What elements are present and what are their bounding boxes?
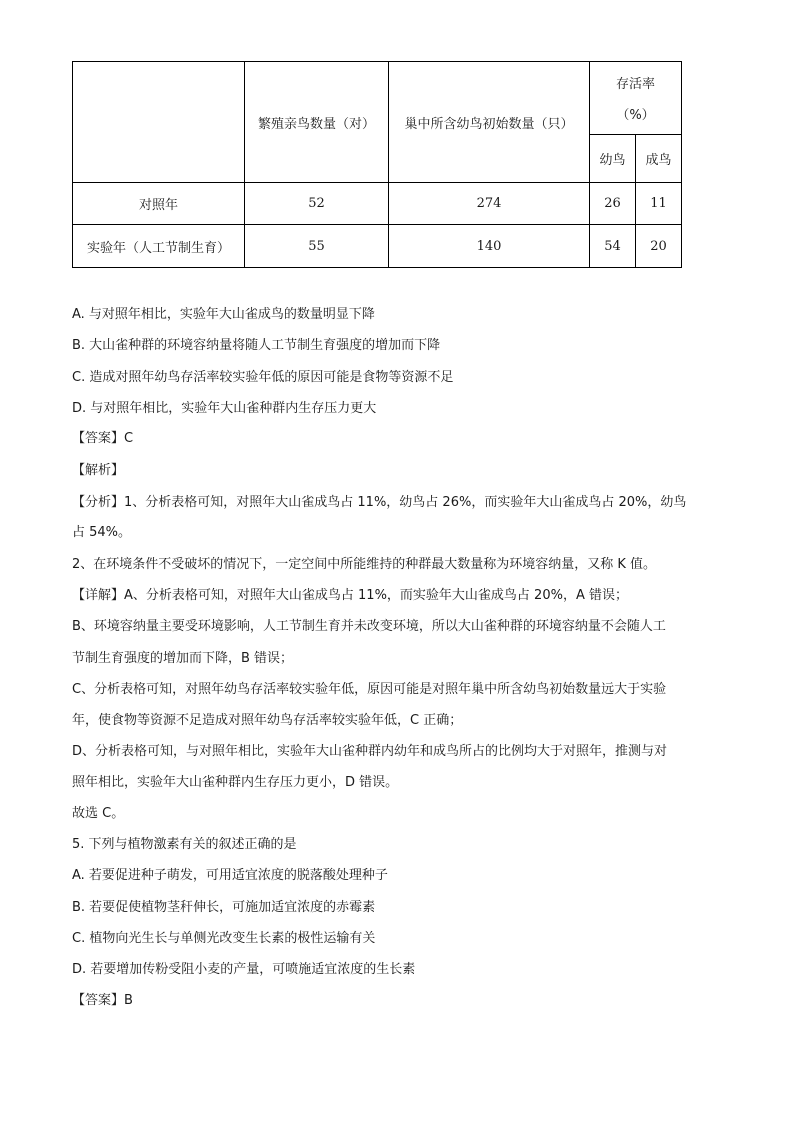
row-label: 对照年 [73,183,245,225]
detail-line: 年，使食物等资源不足造成对照年幼鸟存活率较实验年低，C 正确； [72,713,463,728]
header-young: 幼鸟 [590,135,636,183]
option-b: B. 大山雀种群的环境容纳量将随人工节制生育强度的增加而下降 [72,338,441,353]
survival-unit: （%） [616,108,655,123]
conclusion-line: 故选 C。 [72,806,125,821]
cell-adult: 20 [636,225,682,268]
cell-initial: 274 [389,183,590,225]
table-row [73,225,682,268]
detail-line: 照年相比，实验年大山雀种群内生存压力更小，D 错误。 [72,775,399,790]
detail-line: 节制生育强度的增加而下降，B 错误； [72,651,294,666]
row-label: 实验年（人工节制生育） [73,225,245,268]
q5-option-b: B. 若要促使植物茎秆伸长，可施加适宜浓度的赤霉素 [72,900,376,915]
cell-young: 54 [590,225,636,268]
analysis-line: 2、在环境条件不受破坏的情况下，一定空间中所能维持的种群最大数量称为环境容纳量，又称 K 值。 [72,557,657,572]
header-survival-rate [590,62,682,135]
header-blank [73,62,245,183]
cell-adult: 11 [636,183,682,225]
answer-label: 【答案】C [72,431,134,446]
question-5-stem: 5. 下列与植物激素有关的叙述正确的是 [72,837,297,852]
analysis-line: 【分析】1、分析表格可知，对照年大山雀成鸟占 11%，幼鸟占 26%，而实验年大山雀成鸟占 20%，幼鸟 [72,495,687,510]
header-breeding-pairs: 繁殖亲鸟数量（对） [245,62,389,183]
detail-line: 【详解】A、分析表格可知，对照年大山雀成鸟占 11%，而实验年大山雀成鸟占 20%，A 错误； [72,588,628,603]
cell-young: 26 [590,183,636,225]
q5-option-d: D. 若要增加传粉受阻小麦的产量，可喷施适宜浓度的生长素 [72,962,416,977]
cell-initial: 140 [389,225,590,268]
option-a: A. 与对照年相比，实验年大山雀成鸟的数量明显下降 [72,307,375,322]
detail-line: B、环境容纳量主要受环境影响，人工节制生育并未改变环境，所以大山雀种群的环境容纳量不会随人工 [72,619,666,634]
option-c: C. 造成对照年幼鸟存活率较实验年低的原因可能是食物等资源不足 [72,370,454,385]
detail-line: C、分析表格可知，对照年幼鸟存活率较实验年低，原因可能是对照年巢中所含幼鸟初始数量远大于实验 [72,682,667,697]
survival-title: 存活率 [616,77,656,92]
analysis-line: 占 54%。 [72,525,132,540]
option-d: D. 与对照年相比，实验年大山雀种群内生存压力更大 [72,401,377,416]
cell-pairs: 55 [245,225,389,268]
header-adult: 成鸟 [636,135,682,183]
analysis-heading: 【解析】 [72,463,125,478]
header-initial-young: 巢中所含幼鸟初始数量（只） [389,62,590,183]
q5-option-c: C. 植物向光生长与单侧光改变生长素的极性运输有关 [72,931,376,946]
q5-answer-label: 【答案】B [72,993,133,1008]
detail-line: D、分析表格可知，与对照年相比，实验年大山雀种群内幼年和成鸟所占的比例均大于对照年，推测与对 [72,744,668,759]
q5-option-a: A. 若要促进种子萌发，可用适宜浓度的脱落酸处理种子 [72,868,388,883]
table-row [73,183,682,225]
survival-table [72,61,682,268]
cell-pairs: 52 [245,183,389,225]
